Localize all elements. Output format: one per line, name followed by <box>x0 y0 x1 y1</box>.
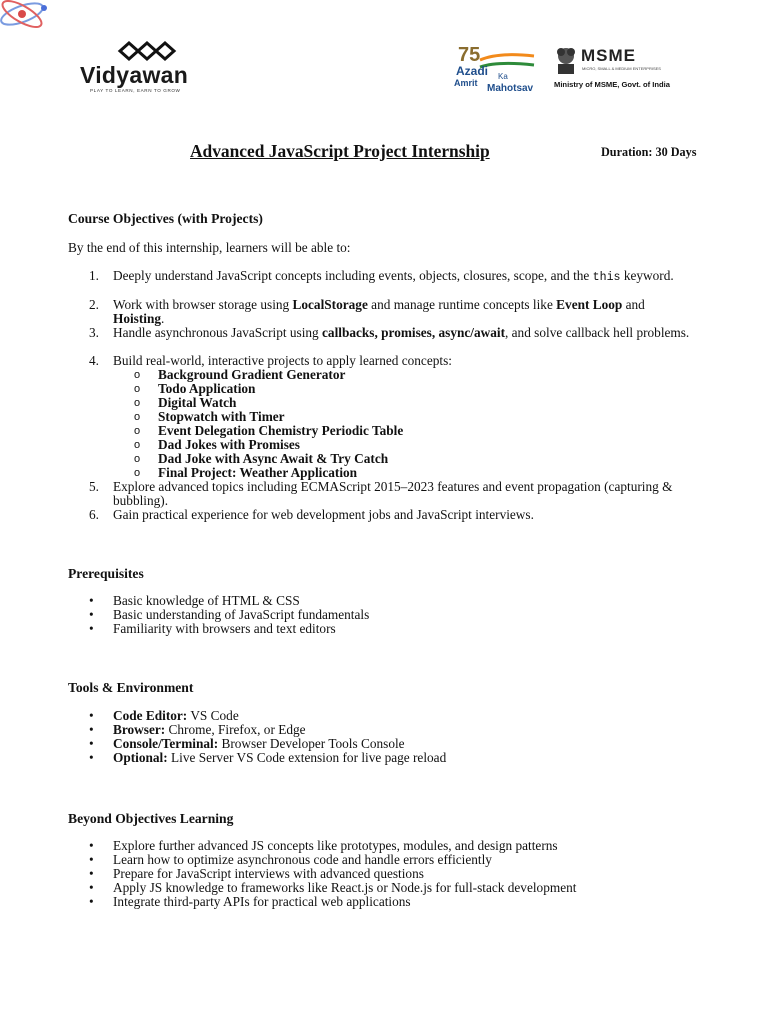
objective-item <box>89 480 699 508</box>
project-name: Background Gradient Generator <box>158 367 346 382</box>
circle-bullet-icon: o <box>134 411 141 423</box>
list-item <box>89 867 424 881</box>
tool-label: Browser: <box>113 722 166 737</box>
text-run: and <box>622 297 645 312</box>
bullet-icon: • <box>89 722 94 737</box>
text-run: and manage runtime concepts like <box>367 297 557 312</box>
list-item-text: Familiarity with browsers and text editors <box>113 621 336 636</box>
list-item <box>89 737 405 751</box>
item-number: 2. <box>89 297 99 312</box>
objective-item <box>89 354 699 368</box>
bullet-icon: • <box>89 708 94 723</box>
bullet-icon: • <box>89 736 94 751</box>
item-text <box>113 298 699 326</box>
list-item <box>89 853 492 867</box>
circle-bullet-icon: o <box>134 453 141 465</box>
page-title: Advanced JavaScript Project Internship <box>190 141 490 161</box>
beyond-heading: Beyond Objectives Learning <box>68 811 234 826</box>
bullet-icon: • <box>89 852 94 867</box>
azadi-amrit: Amrit <box>454 78 478 88</box>
project-item <box>134 368 345 382</box>
project-item <box>134 410 285 424</box>
list-item <box>89 594 300 608</box>
item-text <box>113 269 699 285</box>
list-item <box>89 622 336 636</box>
logo-tagline: PLAY TO LEARN, EARN TO GROW <box>90 88 181 93</box>
tool-value: Chrome, Firefox, or Edge <box>165 722 306 737</box>
text-run: Hoisting <box>113 311 162 326</box>
project-name: Final Project: Weather Application <box>158 465 358 480</box>
vidyawan-logo <box>78 40 218 98</box>
bullet-icon: • <box>89 621 94 636</box>
msme-subtitle: MICRO, SMALL & MEDIUM ENTERPRISES <box>582 66 661 71</box>
azadi-ka: Ka <box>498 72 508 81</box>
item-text <box>113 354 699 368</box>
national-emblem-icon <box>554 44 578 76</box>
list-item-text <box>113 722 306 737</box>
code-keyword: this <box>592 271 621 284</box>
msme-ministry: Ministry of MSME, Govt. of India <box>554 80 671 89</box>
circle-bullet-icon: o <box>134 369 141 381</box>
project-name: Stopwatch with Timer <box>158 409 285 424</box>
tool-value: Browser Developer Tools Console <box>218 736 405 751</box>
bullet-icon: • <box>89 593 94 608</box>
text-run: LocalStorage <box>292 297 368 312</box>
item-text <box>113 326 699 340</box>
tool-label: Optional: <box>113 750 168 765</box>
text-run: Deeply understand JavaScript concepts including events, objects, closures, scope, and the <box>113 268 593 283</box>
item-number: 6. <box>89 507 99 522</box>
text-run: Event Loop <box>556 297 623 312</box>
text-run: Explore advanced topics including ECMAScript 2015–2023 features and event propagation (capturing & bubbling). <box>113 479 673 508</box>
prerequisites-heading: Prerequisites <box>68 566 144 581</box>
bullet-icon: • <box>89 750 94 765</box>
project-name: Dad Joke with Async Await & Try Catch <box>158 451 389 466</box>
atom-icon <box>0 0 56 36</box>
text-run: keyword. <box>620 268 674 283</box>
list-item-text <box>113 750 446 765</box>
project-item <box>134 424 403 438</box>
azadi-word: Azadi <box>456 64 489 78</box>
list-item-text: Basic knowledge of HTML & CSS <box>113 593 300 608</box>
objectives-intro: By the end of this internship, learners will be able to: <box>68 240 351 255</box>
project-name: Event Delegation Chemistry Periodic Table <box>158 423 404 438</box>
item-number: 1. <box>89 268 99 283</box>
tools-heading: Tools & Environment <box>68 680 194 695</box>
circle-bullet-icon: o <box>134 439 141 451</box>
azadi-mahotsav: Mahotsav <box>487 83 534 94</box>
list-item <box>89 723 306 737</box>
list-item <box>89 709 239 723</box>
list-item-text <box>113 736 405 751</box>
azadi-ka-amrit-mahotsav-logo <box>452 46 548 94</box>
msme-logo <box>552 44 682 92</box>
project-name: Todo Application <box>158 381 256 396</box>
text-run: Gain practical experience for web development jobs and JavaScript interviews. <box>113 507 534 522</box>
objective-item <box>89 508 699 522</box>
tool-value: VS Code <box>187 708 239 723</box>
text-run: . <box>161 311 165 326</box>
project-item <box>134 396 236 410</box>
list-item-text: Apply JS knowledge to frameworks like React.js or Node.js for full-stack development <box>113 880 577 895</box>
list-item-text: Basic understanding of JavaScript fundamentals <box>113 607 370 622</box>
list-item-text: Learn how to optimize asynchronous code and handle errors efficiently <box>113 852 492 867</box>
circle-bullet-icon: o <box>134 467 141 479</box>
objective-item <box>89 269 699 285</box>
project-item <box>134 452 388 466</box>
duration-label: Duration: 30 Days <box>601 145 697 159</box>
item-text <box>113 480 699 508</box>
bullet-icon: • <box>89 607 94 622</box>
item-number: 4. <box>89 353 99 368</box>
msme-word: MSME <box>581 46 636 65</box>
tool-label: Console/Terminal: <box>113 736 219 751</box>
objective-item <box>89 298 699 326</box>
bullet-icon: • <box>89 894 94 909</box>
project-item <box>134 466 357 480</box>
circle-bullet-icon: o <box>134 425 141 437</box>
project-item <box>134 438 300 452</box>
objectives-heading: Course Objectives (with Projects) <box>68 211 263 226</box>
objective-item <box>89 326 699 340</box>
bullet-icon: • <box>89 838 94 853</box>
list-item <box>89 895 411 909</box>
item-text <box>113 508 699 522</box>
text-run: , and solve callback hell problems. <box>505 325 690 340</box>
list-item-text: Explore further advanced JS concepts like prototypes, modules, and design patterns <box>113 838 558 853</box>
text-run: Handle asynchronous JavaScript using <box>113 325 323 340</box>
list-item-text <box>113 708 239 723</box>
bullet-icon: • <box>89 880 94 895</box>
list-item <box>89 881 576 895</box>
azadi-75: 75 <box>458 44 481 66</box>
logo-name: Vidyawan <box>80 62 189 88</box>
list-item <box>89 751 446 765</box>
tool-label: Code Editor: <box>113 708 188 723</box>
item-number: 3. <box>89 325 99 340</box>
bullet-icon: • <box>89 866 94 881</box>
text-run: Work with browser storage using <box>113 297 293 312</box>
project-name: Digital Watch <box>158 395 237 410</box>
tool-value: Live Server VS Code extension for live page reload <box>167 750 447 765</box>
list-item-text: Integrate third-party APIs for practical web applications <box>113 894 411 909</box>
project-item <box>134 382 255 396</box>
list-item <box>89 839 558 853</box>
item-number: 5. <box>89 479 99 494</box>
text-run: callbacks, promises, async/await <box>322 325 505 340</box>
circle-bullet-icon: o <box>134 397 141 409</box>
list-item <box>89 608 369 622</box>
list-item-text: Prepare for JavaScript interviews with advanced questions <box>113 866 424 881</box>
circle-bullet-icon: o <box>134 383 141 395</box>
text-run: Build real-world, interactive projects to apply learned concepts: <box>113 353 452 368</box>
project-name: Dad Jokes with Promises <box>158 437 300 452</box>
